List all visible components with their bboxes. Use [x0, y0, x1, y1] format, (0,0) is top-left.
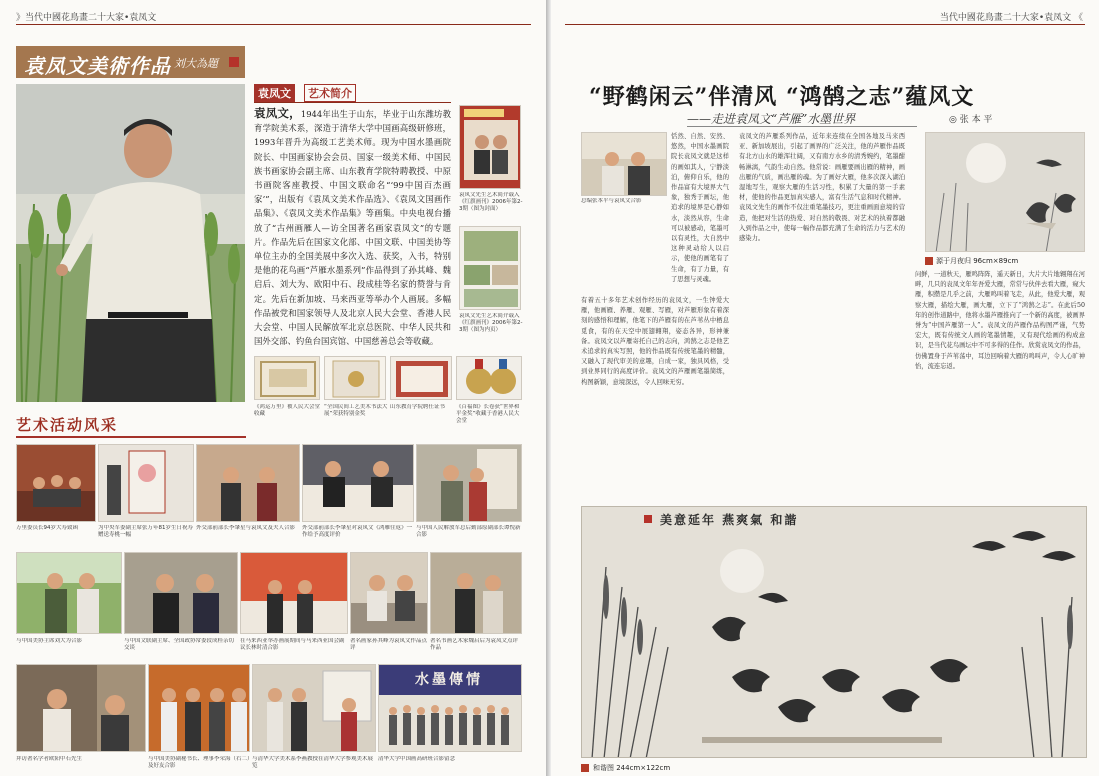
activity-photo-4 — [302, 444, 414, 522]
col1-top-text: 恬然、自然、安然、悠然，中国水墨画院院长袁凤文就是这样的画如其人，宁静淡泊，俯仰自乐，他的作品富有大境界大气象，独秀于画坛，他追求的境界是心静如水，淡然从容，生命可以被感动，笔墨可以有灵性，大自然中这种灵动给人以启示，使他的画笔有了生命，有了力量，有了思想与灵魂。 — [671, 133, 729, 283]
magazine-inner-photo — [459, 226, 521, 310]
right-page-header: 当代中國花鳥畫二十大家•袁凤文 《 — [939, 13, 1083, 23]
medal-photo — [456, 356, 522, 400]
title-banner — [16, 46, 245, 78]
intro-rule — [254, 102, 451, 103]
article-subtitle: ——走进袁凤文“芦雁”水墨世界 — [687, 112, 856, 126]
activity-caption-2: 为中央军委副主席张万年81岁生日祝寿赠送寿桃一幅 — [98, 525, 193, 538]
activity-photo-14 — [378, 664, 522, 752]
subtitle-rule — [687, 126, 917, 127]
painting1-marker — [925, 257, 933, 265]
activity-caption-11: 拜访著名学者欧阳中石先生 — [16, 756, 83, 762]
activity-photo-12 — [148, 664, 250, 752]
group-photo-banner-text: 水墨傳情 — [415, 672, 483, 688]
activity-photo-8 — [240, 552, 348, 634]
activity-caption-7: 与中国文联副主席、全国政协常委段成桂亲切交谈 — [124, 638, 235, 651]
painting2-marker — [581, 764, 589, 772]
col2-text: 袁凤文的芦雁系列作品，近年来连续在全国各地及马来西亚、新加坡展出，引起了画界的广泛关注，他的芦雁作品既有北方山水的雄浑壮阔，又有南方水乡的清秀婉约，笔墨酣畅淋漓，气韵生动自然。他常说：画雁要画出雁的精神，画出雁的气质，画出雁的魂。为了画好大雁，他多次深入湖泊湿地写生，观察大雁的生活习性，积累了大量的第一手素材，使他的作品更加真实感人，富有生活气息和时代精神。袁凤文先生的画作不仅注重笔墨技巧，更注重画面意境的营造，他把对生活的热爱、对自然的敬畏、对艺术的执着都融入到作品之中，使每一幅作品都充满了生命的活力与艺术的感染力。 — [739, 133, 905, 243]
painting-moon-night — [925, 132, 1085, 252]
activity-photo-13 — [252, 664, 376, 752]
editor-photo-caption: 总编张本平与袁凤文合影 — [581, 198, 642, 204]
activity-photo-6 — [16, 552, 122, 634]
painting2-inscription: 美意延年 燕爽氣 和諧 — [660, 513, 799, 527]
certificate-photo-1 — [254, 356, 320, 400]
article-title: “野鹤闲云”伴清风 “鸿鹄之志”蕴风文 — [589, 84, 975, 110]
biography-body: 1944年出生于山东，毕业于山东潍坊教育学院美术系，深造于清华大学中国画高级研修班，1993年晋升为高级工艺美术师。现为中国水墨画院院长、中国画家协会会员、国家一级美术师、中国民族书画家协会副主席、山东教育学院特聘教授、中原书画院客座教授、中国文联命名“‘99中国百杰画家’”，出版有《袁凤文美术作品选》、《袁凤文国画作品集》、《袁凤文美术作品集》等画集。中央电视台播放了“古州画雁人—访全国著名画家袁凤文”的专题片。作品先后在国家文化部、中国文联、中国美协等单位主办的全国美展中多次入选、获奖，入书，特别是他的花鸟画“芦雁水墨系列”作品得到了孙其峰、魏启后、刘大为、欧阳中石、段成桂等名家的赞誉与肯定。先后在新加坡、马来西亚等举办个人画展。多幅作品被党和国家领导人及北京人民大会堂、香港人民大会堂、中国人民解放军北京总医院、中华人民共和国外交部、钓鱼台国宾馆、中国慈善总会等收藏。 — [254, 109, 451, 347]
banner-title: 袁凤文美術作品 — [24, 54, 171, 78]
activity-photo-5 — [416, 444, 522, 522]
magazine-cover-photo — [459, 105, 521, 189]
certificate-caption-2: “全国民间工艺美术书法大展”荣获特别金奖 — [324, 404, 388, 417]
activity-caption-10: 著名书画艺术家魏启后为袁凤文点评作品 — [430, 638, 519, 651]
activity-caption-1: 万里委员长94岁大寿致函 — [16, 525, 78, 531]
right-page — [551, 0, 1099, 776]
col3-text: 问鲜，一道秋天，雁鸣阵阵，遥天新日，大片大片地翱翔在河畔，几只的袁凤文年年吾爱大雁，常常与伙伴去看大雁，窥大雁，积攒是几乎之前，大雁鸣叫着飞走，从此，他爱大雁，观察大雁，描绘大雁，画大雁，立下了“鸿鹄之志”。在此后50年的创作道路中，他将水墨芦雁推向了一个新的高度，被画界誉为“中国芦雁第一人”。袁凤文的芦雁作品构图严谨，气势宏大，既有传统文人画的笔墨情趣，又有现代绘画的构成意识，是当代花鸟画坛中不可多得的佳作。欣赏袁凤文的作品，仿佛置身于芦苇荡中，耳边回响着大雁的鸣叫声，令人心旷神怡，流连忘返。 — [915, 271, 1085, 370]
activity-caption-12: 与中国美协副秘书长、理事李荣海（右二）及好友合影 — [148, 756, 250, 769]
biography-text — [254, 106, 451, 372]
activity-photo-9 — [350, 552, 428, 634]
activity-caption-3: 外交部前部长李肇星与袁凤文及夫人合影 — [196, 525, 296, 531]
activity-caption-4: 外交部前部长李肇星对袁凤文《鸿雁往返》一作给予高度评价 — [302, 525, 413, 538]
activity-photo-11 — [16, 664, 146, 752]
certificate-photo-2 — [324, 356, 386, 400]
activity-photo-2 — [98, 444, 194, 522]
activity-caption-14: 清华大学中国画高研班合影留念 — [378, 756, 456, 762]
activity-caption-6: 与中国美协主席刘大为合影 — [16, 638, 83, 644]
cover-photo-caption: 袁凤文先生艺术简介载入《红旗画刊》2006年第2-3期（图为封面） — [459, 192, 523, 212]
painting-harmony — [581, 506, 1087, 758]
activity-caption-8: 在马来西亚举办画展期间与马来西亚国会副议长林时清合影 — [240, 638, 345, 651]
certificate-caption-3: 山东教育学院聘任证书 — [390, 404, 446, 410]
activity-photo-7 — [124, 552, 238, 634]
article-col3 — [915, 270, 1085, 502]
header-rule — [16, 24, 531, 25]
activities-heading: 艺术活动风采 — [16, 416, 119, 434]
article-col2 — [739, 132, 905, 500]
portrait-photo — [16, 84, 245, 402]
article-col1-bottom — [581, 212, 729, 502]
activity-caption-13: 与清华大学美术系李燕教授在清华大学参观美术展览 — [252, 756, 374, 769]
activity-caption-9: 著名画家孙其峰为袁凤文作品点评 — [350, 638, 428, 651]
activity-photo-10 — [430, 552, 522, 634]
editor-photo — [581, 132, 667, 196]
intro-heading-label: 艺术简介 — [304, 84, 356, 102]
painting2-caption: 和谐图 244cm×122cm — [593, 764, 671, 772]
article-author: ◎ 张 本 平 — [949, 115, 993, 125]
activities-rule — [16, 436, 246, 438]
left-page — [0, 0, 546, 776]
activity-photo-3 — [196, 444, 300, 522]
left-page-header: 》当代中國花鳥畫二十大家•袁凤文 — [16, 13, 157, 23]
intro-heading — [254, 84, 370, 102]
activity-photo-1 — [16, 444, 96, 522]
painting1-caption: 源于月夜归 96cm×89cm — [936, 257, 1019, 265]
certificate-photo-3 — [390, 356, 452, 400]
biography-name: 袁凤文， — [254, 106, 301, 120]
inner-photo-caption: 袁凤文先生艺术简介载入《红旗画刊》2006年第2-3期（图为内页） — [459, 313, 523, 333]
intro-heading-name: 袁凤文 — [254, 84, 295, 102]
certificate-caption-1: 《鸿运万里》被人民大会堂收藏 — [254, 404, 320, 417]
activity-caption-5: 与中国人民解放军总后勤部原副部长谭悦新合影 — [416, 525, 521, 538]
red-seal-icon — [229, 57, 239, 67]
right-header-rule — [565, 24, 1085, 25]
certificate-caption-4: 《百福图》长卷获“世界和平金奖”收藏于香港人民大会堂 — [456, 404, 520, 424]
col1-bottom-text: 有着五十多年艺术创作经历的袁凤文，一生钟爱大雁，他画雁、养雁、观雁、写雁，对芦雁形象有着深刻的感悟和理解，他笔下的芦雁有的在芦苇丛中栖息觅食，有的在天空中展翅翱翔，姿态各异，形神兼备。袁凤文以芦雁寄托自己的志向，鸿鹄之志是他艺术追求的真实写照，他的作品既有传统笔墨的精髓，又融入了现代审美的意趣，自成一家，独具风格，受到业界同行的高度评价。袁凤文的芦雁画笔墨简练，构图新颖，意境深远，令人回味无穷。 — [581, 297, 729, 386]
banner-signature: 刘大為題 — [174, 57, 218, 70]
